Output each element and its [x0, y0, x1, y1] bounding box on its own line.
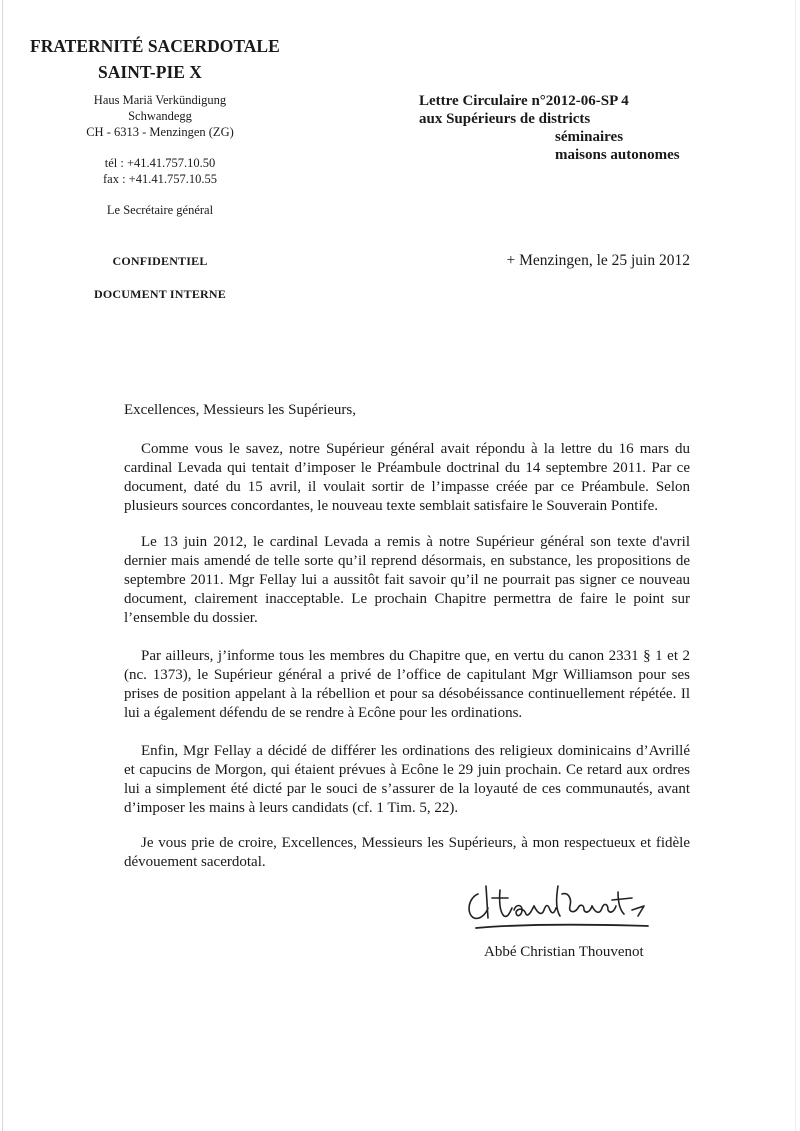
paragraph-text: Je vous prie de croire, Excellences, Messieurs les Supérieurs, à mon respectueux et fidèle dévouement sacerdotal.	[124, 835, 690, 870]
address-line: Haus Mariä Verkündigung	[93, 93, 227, 107]
confidential-label: CONFIDENTIEL	[112, 254, 208, 268]
scan-edge-left	[2, 0, 3, 1131]
phone-number: tél : +41.41.757.10.50	[104, 156, 216, 170]
org-name-line2: SAINT-PIE X	[98, 62, 202, 82]
sender-address	[60, 92, 260, 140]
salutation: Excellences, Messieurs les Supérieurs,	[124, 402, 357, 418]
org-name-line1: FRATERNITÉ SACERDOTALE	[30, 36, 280, 56]
sender-contact	[60, 155, 260, 187]
recipients-line: séminaires	[555, 129, 624, 145]
paragraph-text: Par ailleurs, j’informe tous les membres du Chapitre que, en vertu du canon 2331 § 1 et 2 (nc. 1373), le Supérieur général a privé de l’office de capitulant Mgr Williamson pour ses prises de position appelant à la rébellion et pour sa désobéissance continuellement répétée. Il lui a également défendu de se rendre à Ecône pour les ordinations.	[124, 648, 690, 721]
letter-date: + Menzingen, le 25 juin 2012	[506, 252, 690, 269]
paragraph-text: Enfin, Mgr Fellay a décidé de différer les ordinations des religieux dominicains d’Avrillé et capucins de Morgon, qui étaient prévues à Ecône le 29 juin prochain. Ce retard aux ordres lui a simplement été dicté par le souci de s’assurer de la loyauté de ces communautés, avant d’imposer les mains à leurs candidats (cf. 1 Tim. 5, 22).	[124, 743, 690, 816]
circular-reference: Lettre Circulaire n°2012-06-SP 4	[419, 93, 629, 109]
handwritten-signature	[462, 880, 672, 938]
scan-edge-right	[795, 0, 796, 1131]
body-paragraph	[124, 742, 690, 818]
closing-paragraph	[124, 834, 690, 872]
address-line: CH - 6313 - Menzingen (ZG)	[86, 125, 234, 139]
body-paragraph	[124, 533, 690, 628]
internal-document-label: DOCUMENT INTERNE	[94, 287, 226, 301]
sender-title: Le Secrétaire général	[106, 203, 214, 217]
recipients-line: maisons autonomes	[555, 147, 680, 163]
body-paragraph	[124, 440, 690, 516]
paragraph-text: Comme vous le savez, notre Supérieur général avait répondu à la lettre du 16 mars du cardinal Levada qui tentait d’imposer le Préambule doctrinal du 14 septembre 2011. Par ce document, daté du 15 avril, il voulait sortir de l’impasse créée par ce Préambule. Selon plusieurs sources concordantes, le nouveau texte semblait satisfaire le Souverain Pontife.	[124, 441, 690, 514]
address-line: Schwandegg	[128, 109, 192, 123]
recipients-line: aux Supérieurs de districts	[419, 111, 591, 127]
body-paragraph	[124, 647, 690, 723]
fax-number: fax : +41.41.757.10.55	[103, 172, 217, 186]
paragraph-text: Le 13 juin 2012, le cardinal Levada a remis à notre Supérieur général son texte d'avril dernier mais amendé de telle sorte qu’il reprend désormais, en substance, les propositions de septembre 2011. Mgr Fellay lui a aussitôt fait savoir qu’il ne pourrait pas signer ce nouveau document, clairement inacceptable. Le prochain Chapitre permettra de faire le point sur l’ensemble du dossier.	[124, 534, 690, 626]
signer-name: Abbé Christian Thouvenot	[484, 944, 644, 960]
